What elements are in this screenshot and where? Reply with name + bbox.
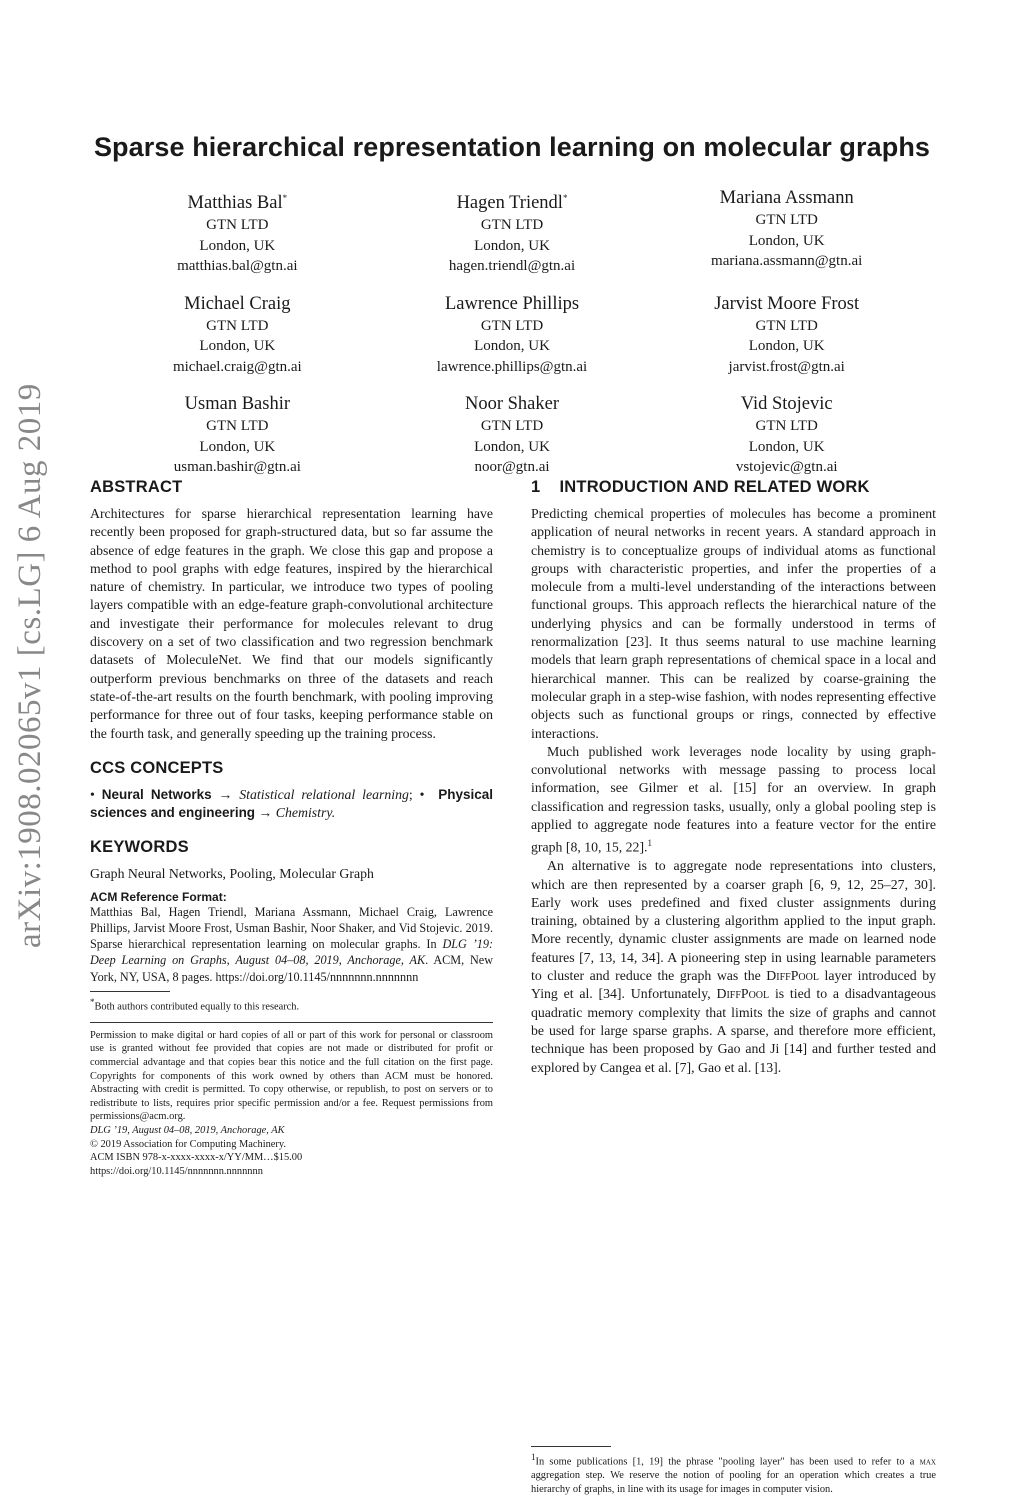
author-location: London, UK xyxy=(474,237,550,254)
left-column xyxy=(90,478,493,1178)
ccs-subconcept-2: Chemistry. xyxy=(275,805,336,821)
permission-notice: Permission to make digital or hard copies of all or part of this work for personal or classroom use is granted without fee provided that copies are not made or distributed for profit or commercial advantage and that copies bear this notice and the full citation on the first page. Copyrights for components of this work owned by others than ACM must be honored. Abstracting with credit is permitted. To copy otherwise, or republish, to post on servers or to redistribute to lists, requires prior specific permission and/or a fee. Request permissions from permissions@acm.org. xyxy=(90,1029,493,1123)
author-org: GTN LTD xyxy=(480,317,544,334)
author-email: michael.craig@gtn.ai xyxy=(172,358,302,375)
equal-contrib-mark: * xyxy=(282,193,288,203)
diffpool-term: DiffPool xyxy=(766,968,819,984)
permission-venue: DLG ’19, August 04–08, 2019, Anchorage, AK xyxy=(90,1124,285,1136)
author-email: vstojevic@gtn.ai xyxy=(735,459,838,476)
footnote-area xyxy=(531,1440,936,1496)
author-name: Jarvist Moore Frost xyxy=(714,293,860,314)
author-row xyxy=(100,186,924,277)
author-name: Lawrence Phillips xyxy=(444,293,580,314)
author-email: lawrence.phillips@gtn.ai xyxy=(436,358,588,375)
intro-paragraph-3: An alternative is to aggregate node representations into clusters, which are then represented by a coarser graph [6, 9, 12, 25–27, 30]. Early work uses predefined and fixed cluster assignments during training, obtained by a clustering algorithm applied to the input graph. More recently, dynamic cluster assignments are made on learned node features [7, 13, 14, 34]. A pioneering step in using learnable parameters to cluster and reduce the graph was the DiffPool layer introduced by Ying et al. [34]. Unfortunately, DiffPool is tied to a disadvantageous quadratic memory complexity that limits the size of graphs and cannot be used for large sparse graphs. A sparse, and therefore more efficient, technique has been proposed by Gao and Ji [14] and further tested and explored by Cangea et al. [7], Gao et al. [13]. xyxy=(531,858,937,1075)
author-card xyxy=(375,186,650,277)
author-org: GTN LTD xyxy=(206,317,269,334)
author-org: GTN LTD xyxy=(755,212,818,228)
ccs-subconcept-1: Statistical relational learning xyxy=(239,786,409,802)
author-org: GTN LTD xyxy=(206,418,269,435)
author-card xyxy=(649,292,924,378)
author-org: GTN LTD xyxy=(480,217,544,234)
author-org: GTN LTD xyxy=(206,217,269,234)
author-card xyxy=(100,186,375,277)
author-card xyxy=(100,392,375,478)
paper-title: Sparse hierarchical representation learning on molecular graphs xyxy=(93,132,931,162)
keywords-heading: KEYWORDS xyxy=(90,838,189,857)
section-1-heading: 1 INTRODUCTION AND RELATED WORK xyxy=(531,478,870,496)
author-row xyxy=(100,292,924,378)
copyright-line: © 2019 Association for Computing Machinery. xyxy=(90,1138,286,1150)
author-org: GTN LTD xyxy=(755,418,818,435)
arrow-icon: → xyxy=(218,786,233,802)
equal-contrib-mark: * xyxy=(562,193,568,203)
footnote-rule xyxy=(531,1446,611,1447)
author-org: GTN LTD xyxy=(480,418,544,435)
footnote-equal-contribution: *Both authors contributed equally to this research. xyxy=(90,996,300,1013)
author-location: London, UK xyxy=(474,438,550,455)
intro-paragraph-1: Predicting chemical properties of molecules has become a prominent application of neural networks in recent years. A standard approach in chemistry is to conceptualize groups of individual atoms as functional groups with characteristic properties, and infer the properties of a molecule from a multi-level understanding of the interactions between functional groups. This approach reflects the hierarchical nature of the underlying physics and can be formally understood in terms of renormalization [23]. It thus seems natural to use machine learning models that learn graph representations of chemical space in a local and hierarchical manner. This can be realized by coarse-graining the molecular graph in a step-wise fashion, with nodes representing effective objects such as functional groups or rings, connected by effective interactions. xyxy=(531,506,936,741)
author-location: London, UK xyxy=(748,338,825,355)
author-location: London, UK xyxy=(474,338,550,355)
author-name: Vid Stojevic xyxy=(740,394,833,415)
author-name: Usman Bashir xyxy=(184,394,290,415)
doi-link[interactable]: https://doi.org/10.1145/nnnnnnn.nnnnnnn xyxy=(90,1165,263,1177)
author-name: Mariana Assmann xyxy=(719,188,854,208)
author-card xyxy=(100,292,375,378)
author-card xyxy=(375,392,650,478)
intro-paragraph-2: Much published work leverages node locality by using graph-convolutional networks with message passing to process local information, see Gilmer et al. [15] for an overview. In graph classification and regression tasks, usually, only a global pooling step is applied to aggregate node features into a feature vector for the entire graph [8, 10, 15, 22].$^1$ xyxy=(531,743,936,855)
author-location: London, UK xyxy=(199,237,276,254)
ccs-heading: CCS CONCEPTS xyxy=(90,758,224,777)
footnote-1: $^1$In some publications [1, 19] the phrase "pooling layer" has been used to refer to a max aggregation step. We reserve the notion of pooling for an operation which creates a true hierarchy of graphs, in line with its usage for images in computer vision. xyxy=(531,1452,936,1495)
right-column xyxy=(531,478,937,1495)
acm-reference-heading: ACM Reference Format: xyxy=(90,889,227,904)
diffpool-term: DiffPool xyxy=(716,986,770,1002)
author-org: GTN LTD xyxy=(755,317,818,334)
footnote-rule xyxy=(90,991,170,992)
arxiv-side-stamp: arXiv:1908.02065v1 [cs.LG] 6 Aug 2019 xyxy=(12,383,48,948)
author-name: Michael Craig xyxy=(184,293,291,314)
author-location: London, UK xyxy=(748,438,825,455)
author-email: hagen.triendl@gtn.ai xyxy=(448,258,576,275)
arrow-icon: → xyxy=(258,805,273,821)
author-location: London, UK xyxy=(199,338,276,355)
abstract-heading: ABSTRACT xyxy=(90,478,183,496)
keywords-text: Graph Neural Networks, Pooling, Molecular Graph xyxy=(90,866,374,882)
author-email: usman.bashir@gtn.ai xyxy=(173,459,301,476)
author-name: Hagen Triendl xyxy=(456,193,563,214)
isbn-line: ACM ISBN 978-x-xxxx-xxxx-x/YY/MM…$15.00 xyxy=(90,1152,303,1164)
acm-reference-venue: DLG ’19: Deep Learning on Graphs, August 04–08, 2019, Anchorage, AK xyxy=(90,937,493,968)
author-block xyxy=(100,186,924,493)
author-card xyxy=(649,392,924,478)
ccs-concepts: • Neural Networks → Statistical relational learning; • Physical sciences and engineering → Chemistry. xyxy=(90,786,494,821)
permission-rule xyxy=(90,1022,493,1023)
ccs-concept-1: Neural Networks xyxy=(101,786,212,802)
author-email: jarvist.frost@gtn.ai xyxy=(728,358,845,375)
acm-reference-text: Matthias Bal, Hagen Triendl, Mariana Assmann, Michael Craig, Lawrence Phillips, Jarvist Moore Frost, Usman Bashir, Noor Shaker, and Vid Stojevic. 2019. Sparse hierarchical representation learning on molecular graphs. In DLG ’19: Deep Learning on Graphs, August 04–08, 2019, Anchorage, AK. ACM, New York, NY, USA, 8 pages. https://doi.org/10.1145/nnnnnnn.nnnnnnn xyxy=(90,904,493,984)
author-email: matthias.bal@gtn.ai xyxy=(177,258,298,275)
author-location: London, UK xyxy=(199,438,276,455)
author-location: London, UK xyxy=(748,232,825,249)
abstract-text: Architectures for sparse hierarchical representation learning have recently been proposed for graph-structured data, but so far assume the absence of edge features in the graph. We close this gap and propose a method to pool graphs with edge features, inspired by the hierarchical nature of chemistry. In particular, we introduce two types of pooling layers compatible with an edge-feature graph-convolutional architecture and investigate their performance for molecules relevant to drug discovery on a set of two classification and two regression benchmark datasets of MoleculeNet. We find that our models significantly outperform previous benchmarks on three of the datasets and reach state-of-the-art results on the fourth benchmark, with pooling improving performance for three out of four tasks, keeping performance stable on the fourth task, and generally speeding up the training process. xyxy=(90,506,493,741)
author-name: Matthias Bal xyxy=(187,193,283,214)
author-row xyxy=(100,392,924,478)
ccs-concept-2: Physical sciences and engineering xyxy=(90,786,494,821)
author-card xyxy=(649,186,924,277)
author-email: noor@gtn.ai xyxy=(474,459,550,476)
author-email: mariana.assmann@gtn.ai xyxy=(711,253,863,269)
author-name: Noor Shaker xyxy=(464,394,560,415)
footnote-marker: 1 xyxy=(647,838,652,849)
author-card xyxy=(375,292,650,378)
